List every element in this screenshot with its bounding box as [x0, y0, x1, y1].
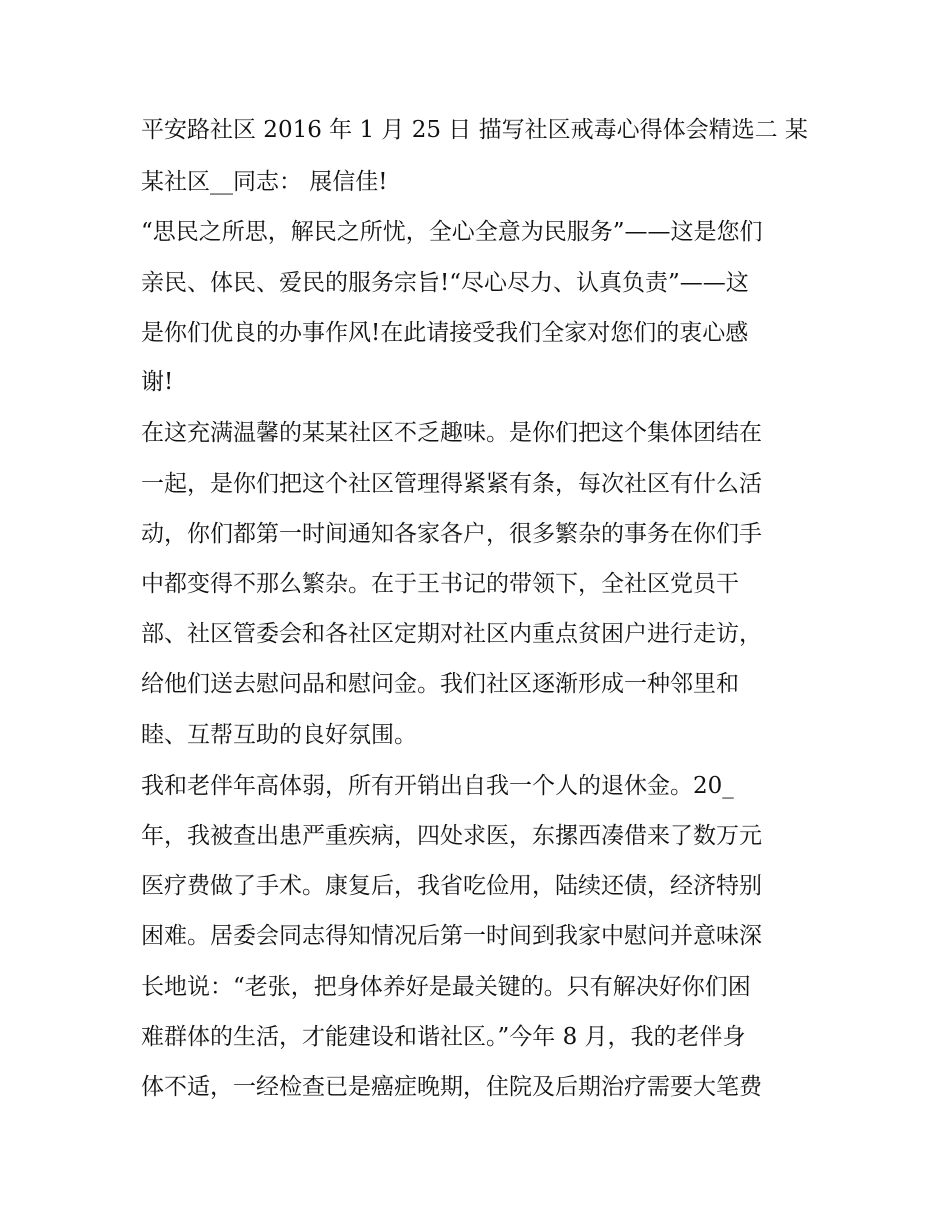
text-line: 医疗费做了手术。康复后，我省吃俭用，陆续还债，经济特别	[141, 873, 762, 899]
text-line: 某社区__同志： 展信佳!	[141, 169, 388, 195]
text-line: “思民之所思，解民之所忧，全心全意为民服务”——这是您们	[141, 219, 763, 245]
text-line: 动，你们都第一时间通知各家各户，很多繁杂的事务在你们手	[141, 521, 762, 547]
text-line: 部、社区管委会和各社区定期对社区内重点贫困户进行走访，	[141, 621, 762, 647]
text-line: 中都变得不那么繁杂。在于王书记的带领下，全社区党员干	[141, 571, 739, 597]
text-line: 一起，是你们把这个社区管理得紧紧有条，每次社区有什么活	[141, 471, 762, 497]
text-line: 困难。居委会同志得知情况后第一时间到我家中慰问并意味深	[141, 923, 762, 949]
text-line: 平安路社区 2016 年 1 月 25 日 描写社区戒毒心得体会精选二 某	[141, 117, 808, 143]
text-line: 给他们送去慰问品和慰问金。我们社区逐渐形成一种邻里和	[141, 671, 739, 697]
text-line: 难群体的生活，才能建设和谐社区。”今年 8 月，我的老伴身	[141, 1024, 746, 1050]
text-line: 谢!	[141, 369, 174, 395]
text-line: 长地说：“老张，把身体养好是最关键的。只有解决好你们困	[141, 974, 751, 1000]
text-line: 是你们优良的办事作风!在此请接受我们全家对您们的衷心感	[141, 320, 749, 346]
text-line: 体不适，一经检查已是癌症晚期，住院及后期治疗需要大笔费	[141, 1074, 762, 1100]
text-line: 我和老伴年高体弱，所有开销出自我一个人的退休金。20_	[141, 773, 734, 799]
text-line: 亲民、体民、爱民的服务宗旨!“尽心尽力、认真负责”——这	[141, 270, 749, 296]
text-line: 年，我被查出患严重疾病，四处求医，东摞西凑借来了数万元	[141, 823, 762, 849]
text-line: 在这充满温馨的某某社区不乏趣味。是你们把这个集体团结在	[141, 420, 762, 446]
text-line: 睦、互帮互助的良好氛围。	[141, 722, 417, 748]
